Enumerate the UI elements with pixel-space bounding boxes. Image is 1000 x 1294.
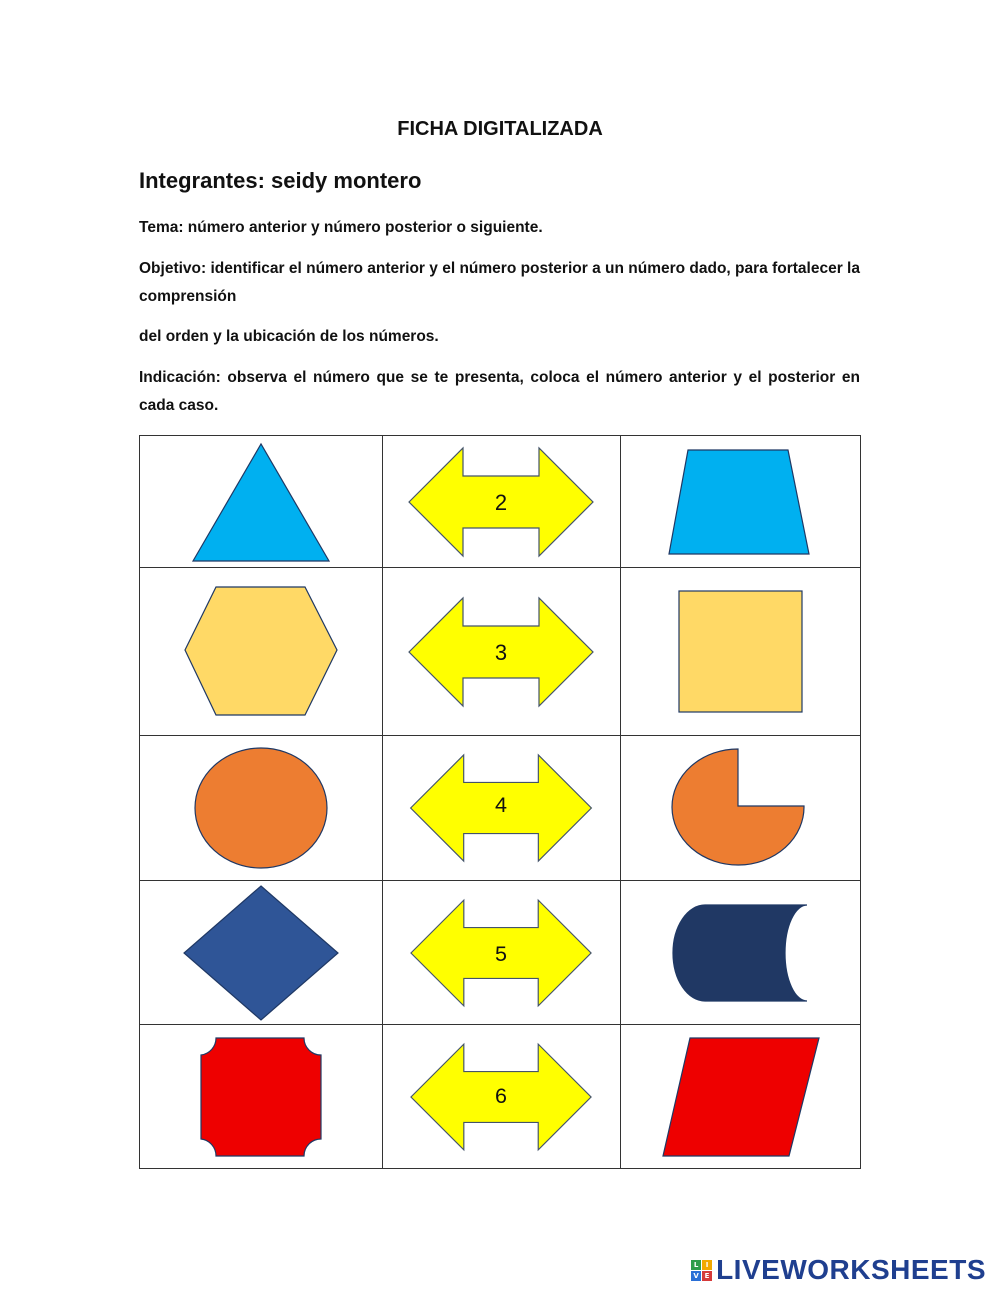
liveworksheets-logo — [691, 1254, 986, 1286]
triangle-shape — [181, 438, 341, 566]
logo-letter: L — [691, 1260, 701, 1270]
cell-number-4 — [383, 881, 621, 1025]
square-shape — [677, 589, 805, 715]
table-row — [140, 1025, 861, 1169]
double-arrow-shape — [409, 1039, 595, 1155]
cell-number-1 — [383, 436, 621, 568]
logo-letter: V — [691, 1271, 701, 1281]
circle-shape — [191, 745, 331, 871]
notched-square-shape — [199, 1036, 323, 1158]
cell-number-5 — [383, 1025, 621, 1169]
table-row — [140, 436, 861, 568]
cell-previous-1 — [140, 436, 383, 568]
cell-previous-5 — [140, 1025, 383, 1169]
arrow-number: 5 — [494, 941, 507, 966]
cell-previous-2 — [140, 568, 383, 736]
cell-number-2 — [383, 568, 621, 736]
cell-previous-4 — [140, 881, 383, 1025]
number-shapes-table — [139, 435, 861, 1169]
logo-icon — [691, 1260, 712, 1281]
brand-name: LIVEWORKSHEETS — [716, 1254, 986, 1285]
pie-three-quarters-shape — [671, 746, 811, 870]
double-arrow-shape — [409, 897, 595, 1009]
arrow-number: 6 — [494, 1083, 507, 1108]
cylinder-side-shape — [671, 903, 811, 1003]
cell-next-5 — [621, 1025, 861, 1169]
page-title: FICHA DIGITALIZADA — [397, 118, 603, 140]
double-arrow-shape — [407, 596, 597, 708]
cell-next-3 — [621, 736, 861, 881]
table-row — [140, 881, 861, 1025]
table-row — [140, 736, 861, 881]
arrow-number: 4 — [494, 791, 507, 817]
cell-next-2 — [621, 568, 861, 736]
cell-number-3 — [383, 736, 621, 881]
cell-next-1 — [621, 436, 861, 568]
double-arrow-shape — [407, 753, 597, 863]
parallelogram-shape — [661, 1036, 821, 1158]
cell-previous-3 — [140, 736, 383, 881]
objective-text: Objetivo: identificar el número anterior y el número posterior a un número dado, para fortalecer la comprensión — [139, 260, 860, 305]
cell-next-4 — [621, 881, 861, 1025]
topic-text: Tema: número anterior y número posterior o siguiente. — [139, 219, 543, 236]
diamond-shape — [181, 884, 341, 1022]
members-heading: Integrantes: seidy montero — [139, 168, 422, 193]
hexagon-shape — [183, 584, 339, 720]
instruction-text: Indicación: observa el número que se te presenta, coloca el número anterior y el posterior en cada caso. — [139, 369, 860, 414]
trapezoid-shape — [666, 446, 816, 558]
logo-letter: E — [702, 1271, 712, 1281]
arrow-number: 3 — [494, 639, 507, 665]
arrow-number: 2 — [494, 489, 507, 515]
objective-continuation: del orden y la ubicación de los números. — [139, 328, 439, 345]
double-arrow-shape — [407, 446, 597, 558]
table-row — [140, 568, 861, 736]
logo-letter: I — [702, 1260, 712, 1270]
